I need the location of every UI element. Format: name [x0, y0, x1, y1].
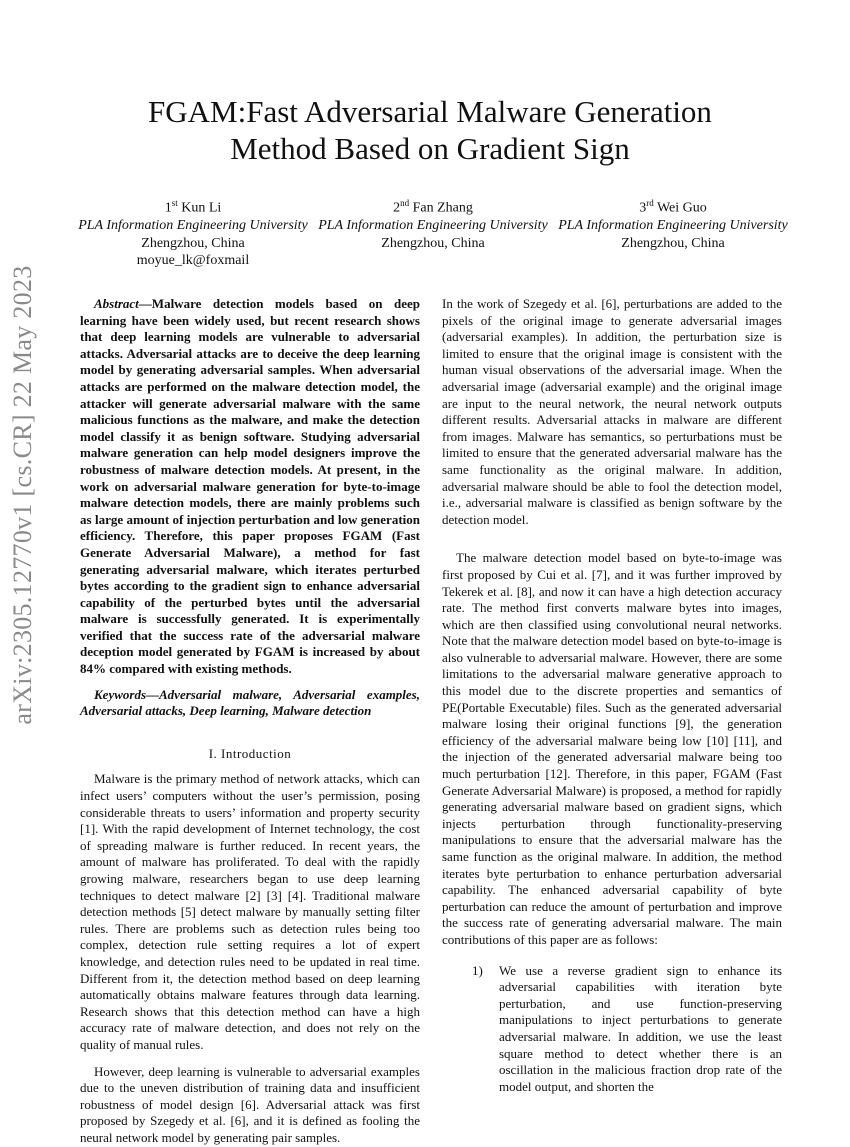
author-name: 2nd Fan Zhang	[393, 198, 473, 216]
arxiv-identifier: arXiv:2305.12770v1 [cs.CR] 22 May 2023	[8, 265, 37, 725]
abstract	[80, 296, 420, 678]
arxiv-sidebar	[2, 265, 44, 725]
author-location: Zhengzhou, China	[621, 235, 725, 251]
abstract-label: Abstract	[94, 296, 139, 311]
author-name: 1st Kun Li	[164, 198, 222, 216]
keywords-label: Keywords	[94, 686, 146, 702]
author-affiliation: PLA Information Engineering University	[78, 218, 308, 234]
body-paragraph: In the work of Szegedy et al. [6], perturbations are added to the pixels of the original image to generate adversarial images (adversarial examples). In addition, the perturbation size is limited to ensure that the original image is consistent with the human visual observations of the adversarial image. When the adversarial image (adversarial example) and the original image are input to the neural network, the neural network outputs different results. Adversarial attacks in malware are different from images. Malware has semantics, so perturbations must be limited to ensure that the generated adversarial malware has the same functionality as the original malware. In addition, adversarial malware should be able to fool the detection model, i.e., adversarial malware is classified as benign software by the detection model.	[442, 296, 782, 527]
abstract-text: —Malware detection models based on deep learning have been widely used, but recent research shows that deep learning models are vulnerable to adversarial attacks. Adversarial attacks are to deceive the deep learning model by generating adversarial samples. When adversarial attacks are performed on the malware detection model, the attacker will generate adversarial malware with the same malicious functions as the malware, and make the detection model classify it as benign software. Studying adversarial malware generation can help model designers improve the robustness of malware detection models. At present, in the work on adversarial malware generation for byte-to-image malware detection models, there are mainly problems such as large amount of injection perturbation and low generation efficiency. Therefore, this paper proposes FGAM (Fast Generate Adversarial Malware), a method for fast generating adversarial malware, which iterates perturbed bytes according to the gradient sign to enhance adversarial capability of the perturbed bytes until the adversarial malware is successfully generated. It is experimentally verified that the success rate of the adversarial malware deception model generated by FGAM is increased by about 84% compared with existing methods.	[80, 296, 420, 677]
keywords	[80, 687, 420, 720]
body-paragraph: Malware is the primary method of network attacks, which can infect users’ computers without the user’s permission, posing considerable threats to users’ information and property security [1]. With the rapid development of Internet technology, the cost of spreading malware is further reduced. In recent years, the amount of malware has proliferated. To deal with the rapidly growing malware, researchers began to use deep learning techniques to detect malware [2] [3] [4]. Traditional malware detection methods [5] detect malware by manually setting filter rules. There are problems such as detection rules being too complex, detection rule setting requires a lot of expert knowledge, and detection rules need to be updated in real time. Different from it, the detection method based on deep learning automatically obtains malware features through data learning. Research shows that this detection method can have a high accuracy rate of malware detection, and does not rely on the quality of manual rules.	[80, 771, 420, 1052]
author-name: 3rd Wei Guo	[639, 198, 707, 216]
author-block-2	[313, 195, 553, 252]
author-email: moyue_lk@foxmail	[136, 253, 250, 269]
author-block-1	[73, 195, 313, 270]
left-column	[80, 296, 420, 1147]
author-block-3	[553, 195, 793, 252]
author-location: Zhengzhou, China	[381, 235, 485, 251]
list-item-number: 1)	[472, 962, 483, 978]
body-paragraph: However, deep learning is vulnerable to adversarial examples due to the uneven distribution of training data and insufficient robustness of model design [6]. Adversarial attack was first proposed by Szegedy et al. [6], and it is defined as fooling the neural network model by generating pair samples.	[80, 1063, 420, 1145]
list-item-text: We use a reverse gradient sign to enhance its adversarial capabilities with iteration byte perturbation, and use function-preserving manipulations to inject perturbations to generate adversarial malware. In addition, we use the least square method to detect whether there is an oscillation in the malicious fraction drop rate of the model output, and shorten the	[499, 962, 782, 1094]
keywords-text: —Adversarial malware, Adversarial examples, Adversarial attacks, Deep learning, Malware detection	[80, 686, 420, 719]
right-column	[442, 296, 782, 1095]
list-item	[442, 963, 782, 1096]
paper-title: FGAM:Fast Adversarial Malware Generation Method Based on Gradient Sign	[148, 93, 712, 166]
author-affiliation: PLA Information Engineering University	[558, 218, 788, 234]
body-paragraph: The malware detection model based on byte-to-image was first proposed by Cui et al. [7], and it was further improved by Tekerek et al. [8], and now it can have a high detection accuracy rate. The method first converts malware bytes into images, which are then classified using convolutional neural networks. Note that the malware detection model based on byte-to-image is also vulnerable to adversarial malware. However, there are some limitations to the adversarial malware generative approach to this model due to the discrete properties and semantics of PE(Portable Executable) files. Such as the generated adversarial malware losing their original functions [9], the generation efficiency of the adversarial malware being low [10] [11], and the injection of the generated adversarial malware being too much perturbation [12]. Therefore, in this paper, FGAM (Fast Generate Adversarial Malware) is proposed, a method for rapidly generating adversarial malware based on gradient signs, which injects perturbation through functionality-preserving manipulations to ensure that the adversarial malware has the same function as the original malware. In addition, the method iterates byte perturbation to enhance perturbation adversarial capability. The enhanced adversarial capability of byte perturbation can reduce the amount of perturbation and improve the success rate of generating adversarial malware. The main contributions of this paper are as follows:	[442, 550, 782, 947]
section-heading: I. Introduction	[208, 745, 292, 761]
author-affiliation: PLA Information Engineering University	[318, 218, 548, 234]
author-location: Zhengzhou, China	[141, 235, 245, 251]
contributions-list	[442, 963, 782, 1096]
